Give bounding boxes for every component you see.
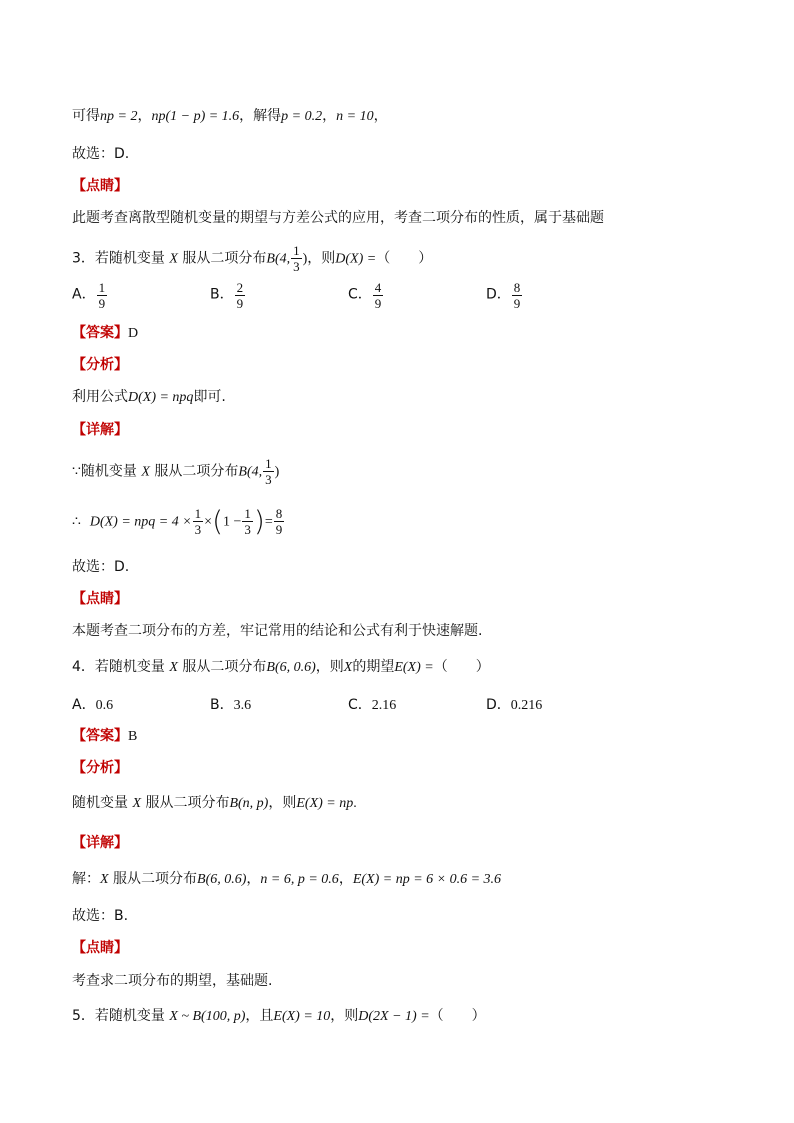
math-var: X [100,872,109,887]
choice-letter: C． [348,697,372,713]
fraction [373,280,384,311]
answer-blank: （ ） [376,250,433,267]
detail-tag: 【详解】 [72,422,128,438]
text: ，解得 [239,108,282,124]
choose-line: 故选：B. [72,908,129,924]
choice-value: 2.16 [371,698,397,713]
fraction [512,280,523,311]
choice-a [72,694,113,714]
answer-blank: （ ） [433,659,490,675]
answer-blank: （ ） [429,1008,486,1024]
math-expression: D(2X − 1) = [358,1009,430,1024]
therefore-symbol: ∴ [72,514,81,530]
text: ，且 [245,1008,274,1024]
math-expression: ) [274,464,280,480]
answer-value: B [128,729,138,744]
math-expression: B(4, [266,251,291,267]
denominator: 9 [374,296,382,311]
text: ，则 [268,795,297,811]
choice-letter: B． [210,286,234,303]
detail-line-2 [72,506,285,537]
remark-tag: 【点睛】 [72,940,128,956]
text: 的期望 [352,659,395,675]
question-5 [72,1006,486,1027]
denominator: 9 [98,296,106,311]
right-paren: ) [253,504,265,538]
numerator: 8 [513,280,521,295]
choice-value: 0.216 [510,698,543,713]
math-expression: B(6, 0.6) [197,872,247,887]
answer-tag: 【答案】 [72,728,128,744]
math-var: X [141,464,150,480]
detail-line [72,869,501,890]
remark-text: 本题考查二项分布的方差，牢记常用的结论和公式有利于快速解题. [72,623,483,639]
denominator: 9 [513,296,521,311]
choice-letter: A． [72,697,96,713]
math-expression: = [264,514,273,530]
choice-d [486,694,542,714]
analysis-text [72,387,226,408]
fraction [274,506,285,537]
text: ，则 [315,659,344,675]
choose-line: 故选：D. [72,559,130,575]
text: 服从二项分布 [154,463,239,480]
math-expression: np = 2 [100,109,138,124]
solution-line [72,106,388,127]
math-expression: n = 10 [336,109,374,124]
left-paren: ( [212,504,223,538]
choice-value: 0.6 [95,698,114,713]
detail-line-1 [72,456,279,487]
detail-tag: 【详解】 [72,835,128,851]
text: ， [322,108,337,124]
math-expression: E(X) = 10 [273,1009,331,1024]
math-expression: E(X) = [394,660,434,675]
text: 5．若随机变量 [72,1008,165,1024]
denominator: 3 [194,522,202,537]
fraction [235,280,246,311]
choice-b [210,694,251,714]
text: 服从二项分布 [182,659,267,675]
text: 解： [72,871,100,887]
math-expression: D(X) = npq [128,390,194,405]
denominator: 3 [265,472,272,487]
text: . [353,796,357,811]
numerator: 2 [236,280,244,295]
fraction [97,280,108,311]
choice-c [348,694,396,714]
choice-letter: D． [486,286,511,303]
math-expression: ) [302,251,308,267]
analysis-text [72,793,357,814]
numerator: 1 [265,456,272,471]
text: 服从二项分布 [182,250,267,267]
numerator: 1 [244,506,251,521]
text: 利用公式 [72,389,128,405]
text: 即可. [193,389,226,405]
numerator: 1 [293,243,300,258]
text: 服从二项分布 [145,795,230,811]
choice-c [348,280,384,311]
text: 服从二项分布 [113,871,198,887]
text: ，则 [330,1008,359,1024]
choice-d [486,280,523,311]
math-var: X [169,251,178,267]
numerator: 4 [374,280,382,295]
math-expression: B(6, 0.6) [266,660,316,675]
fraction [291,243,302,274]
math-expression: n = 6, p = 0.6 [260,872,339,887]
text: 3．若随机变量 [72,250,165,267]
analysis-tag: 【分析】 [72,760,128,776]
answer-tag: 【答案】 [72,325,128,341]
numerator: 8 [275,506,283,521]
math-var: X [132,796,142,811]
text: ， [338,871,353,887]
math-expression: B(n, p) [229,796,269,811]
math-expression: E(X) = np [296,796,354,811]
denominator: 3 [293,259,300,274]
numerator: 1 [98,280,106,295]
answer-value: D [128,326,139,341]
choice-letter: D． [486,697,511,713]
text: ，则 [307,250,336,267]
denominator: 9 [275,522,283,537]
text: ， [137,108,152,124]
math-expression: E(X) = np = 6 × 0.6 = 3.6 [352,872,502,887]
denominator: 3 [244,522,251,537]
choice-letter: B． [210,697,234,713]
text: 随机变量 [80,463,137,480]
denominator: 9 [236,296,244,311]
choice-b [210,280,246,311]
text: 可得 [72,108,100,124]
math-expression: D(X) = [335,251,377,267]
choose-line: 故选：D. [72,146,130,162]
math-expression: p = 0.2 [281,109,323,124]
math-var: X [343,660,353,675]
answer-line [72,726,137,747]
math-expression: B(4, [238,464,263,480]
math-var: X [169,660,178,675]
choice-a [72,280,108,311]
because-symbol: ∵ [72,464,81,480]
text: ， [246,871,261,887]
answer-line [72,323,138,344]
fraction [242,506,253,537]
math-expression: X ~ B(100, p) [169,1009,246,1024]
text: 随机变量 [72,795,128,811]
remark-text: 考查求二项分布的期望，基础题. [72,973,273,989]
choice-letter: C． [348,286,372,303]
text: 4．若随机变量 [72,659,165,675]
remark-tag: 【点睛】 [72,591,128,607]
math-expression: × [204,514,213,530]
choice-value: 3.6 [233,698,252,713]
question-4 [72,657,490,678]
remark-tag: 【点睛】 [72,178,128,194]
fraction [193,506,204,537]
analysis-tag: 【分析】 [72,357,128,373]
fraction [263,456,274,487]
numerator: 1 [194,506,202,521]
math-expression: 1 − [223,514,242,530]
text: ， [373,108,388,124]
remark-text: 此题考查离散型随机变量的期望与方差公式的应用，考查二项分布的性质，属于基础题 [72,210,604,226]
choice-letter: A． [72,286,96,303]
question-3 [72,243,432,274]
math-expression: np(1 − p) = 1.6 [151,109,240,124]
math-expression: D(X) = npq = 4 × [89,514,192,530]
